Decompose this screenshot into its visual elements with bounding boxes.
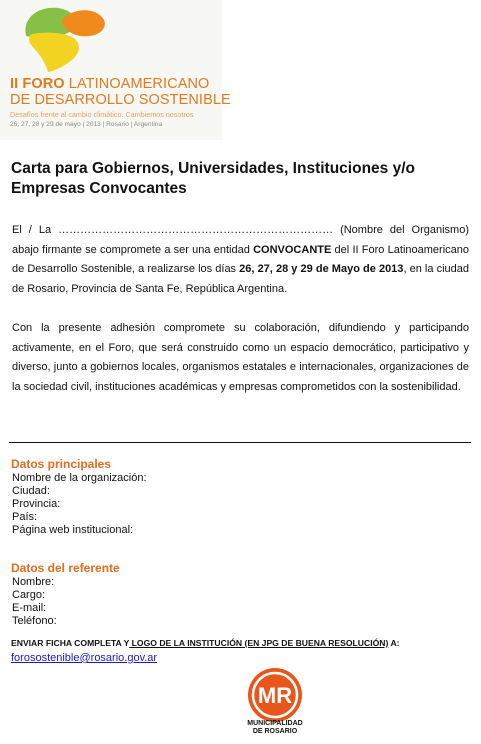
section-divider [9,442,471,443]
forum-title [10,76,231,108]
municipalidad-line1: MUNICIPALIDAD [247,720,303,727]
commitment-paragraph [12,221,469,299]
field-email: E-mail: [12,602,47,614]
p1-dates: 26, 27, 28 y 29 de Mayo de 2013 [239,263,404,275]
field-cargo: Cargo: [12,589,46,601]
instr-part3: A: [388,638,400,648]
forum-logo [0,0,231,140]
p1-convocante: CONVOCANTE [253,243,332,256]
field-ciudad: Ciudad: [12,485,50,497]
adhesion-paragraph: Con la presente adhesión compromete su colaboración, difundiendo y participando activamente, en el Foro, que será construido como un espacio democrático, participativo y diverso, junto a gobiernos locales, organismos estatales e internacionales, organizaciones de la sociedad civil, instituciones académicas y empresas comprometidos con la sostenibilidad. [12,322,469,393]
field-pagina-web: Página web institucional: [12,524,134,536]
forum-subtitle: Desafíos frente al cambio climático. Cambiemos nosotros [10,110,194,119]
datos-referente-fields [12,576,57,628]
datos-principales-heading: Datos principales [11,457,112,471]
forum-dates: 26, 27, 28 y 29 de mayo | 2013 | Rosario | Argentina [10,121,163,128]
field-nombre: Nombre: [12,576,55,588]
send-instructions [11,638,400,648]
email-link[interactable]: forosostenible@rosario.gov.ar [11,652,158,664]
forum-title-line2: DE DESARROLLO SOSTENIBLE [10,92,231,108]
foro-leaf-logo-icon [18,2,108,74]
page-title: Carta para Gobiernos, Universidades, Instituciones y/o Empresas Convocantes [11,160,415,197]
datos-principales-fields [12,472,147,537]
instr-part2: LOGO DE LA INSTITUCIÓN (EN JPG DE BUENA RESOLUCIÓN) [129,638,389,648]
mr-monogram: MR [257,683,293,708]
p1-text-a: El / La ………………………………………………………………… (Nombre del Organismo) abajo firmante se compromete a ser una entidad [12,224,469,256]
p1-text-e: , en la ciudad de Rosario, Provincia de Santa Fe, República Argentina. [12,263,470,295]
municipalidad-label [232,720,318,736]
mr-logo-icon [247,667,303,723]
forum-title-rest: LATINOAMERICANO [64,76,210,92]
p1-text-c: del II Foro Latinoamericano de Desarrollo Sostenible, a realizarse los días [12,243,469,275]
field-provincia: Provincia: [12,498,61,510]
field-telefono: Teléfono: [12,615,57,627]
datos-referente-heading: Datos del referente [11,561,120,575]
instr-part1: ENVIAR FICHA COMPLETA Y [11,638,130,648]
field-nombre-organizacion: Nombre de la organización: [12,472,147,484]
forum-title-bold: II FORO [10,76,65,92]
municipalidad-line2: DE ROSARIO [252,728,298,735]
field-pais: País: [12,511,38,523]
